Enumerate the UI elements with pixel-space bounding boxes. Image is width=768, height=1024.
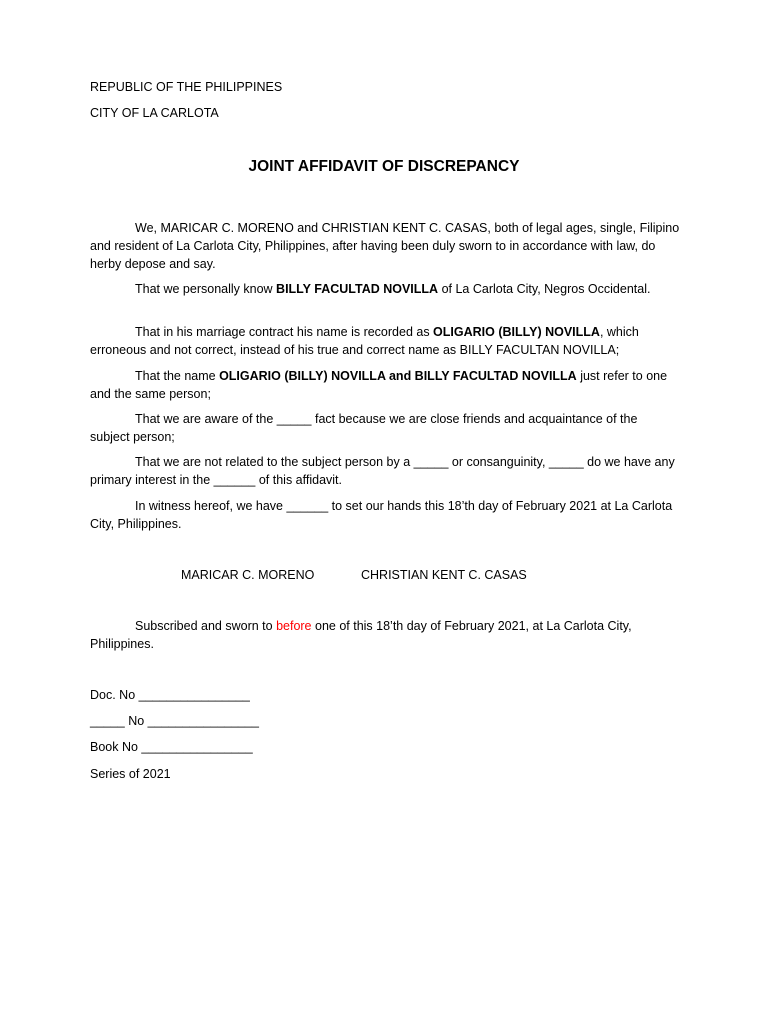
signatory-second: CHRISTIAN KENT C. CASAS — [361, 568, 527, 582]
paragraph-text: Subscribed and sworn to — [135, 619, 277, 633]
paragraph-text: In witness hereof, we have ______ to set our hands this 18’th day of February 2021 at La Carlota City, Philippines. — [90, 499, 673, 531]
paragraph-same-person — [90, 367, 680, 403]
recorded-name-bold: OLIGARIO (BILLY) NOVILLA — [433, 325, 600, 339]
paragraph-text: That we are aware of the _____ fact because we are close friends and acquaintance of the subject person; — [90, 412, 638, 444]
both-names-bold: OLIGARIO (BILLY) NOVILLA and BILLY FACULTAD NOVILLA — [219, 369, 577, 383]
highlighted-word: before — [276, 619, 312, 633]
paragraph-text: That we are not related to the subject person by a _____ or consanguinity, _____ do we have any primary interest in the ______ of this affidavit. — [90, 455, 675, 487]
document-title: JOINT AFFIDAVIT OF DISCREPANCY — [248, 158, 520, 175]
series-line: Series of 2021 — [90, 767, 171, 781]
signatory-first: MARICAR C. MORENO — [181, 568, 315, 582]
paragraph-deponents-text: We, MARICAR C. MORENO and CHRISTIAN KENT C. CASAS, both of legal ages, single, Filipino and resident of La Carlota City, Philippines, after having been duly sworn to in accordance with law, do herby depose and say. — [90, 221, 680, 271]
header-city: CITY OF LA CARLOTA — [90, 106, 219, 120]
page-number-line: _____ No ________________ — [90, 714, 259, 728]
paragraph-jurat — [90, 617, 680, 653]
paragraph-marriage-contract — [90, 323, 680, 359]
paragraph-witness — [90, 497, 680, 533]
book-number-line: Book No ________________ — [90, 740, 253, 754]
paragraph-text: just refer to one and the same person; — [90, 369, 668, 401]
paragraph-not-related — [90, 453, 680, 489]
subject-name-bold: BILLY FACULTAD NOVILLA — [276, 282, 439, 296]
paragraph-text: That we personally know — [135, 282, 277, 296]
paragraph-text: That in his marriage contract his name is recorded as — [135, 325, 434, 339]
paragraph-aware-of-fact — [90, 410, 680, 446]
doc-number-line: Doc. No ________________ — [90, 688, 250, 702]
header-republic: REPUBLIC OF THE PHILIPPINES — [90, 80, 283, 94]
paragraph-text: one of this 18’th day of February 2021, at La Carlota City, Philippines. — [90, 619, 632, 651]
paragraph-personally-know — [90, 280, 680, 298]
paragraph-text: of La Carlota City, Negros Occidental. — [438, 282, 651, 296]
paragraph-deponents — [90, 219, 680, 273]
paragraph-text: , which erroneous and not correct, instead of his true and correct name as BILLY FACULTAN NOVILLA; — [90, 325, 639, 357]
paragraph-text: That the name — [135, 369, 220, 383]
